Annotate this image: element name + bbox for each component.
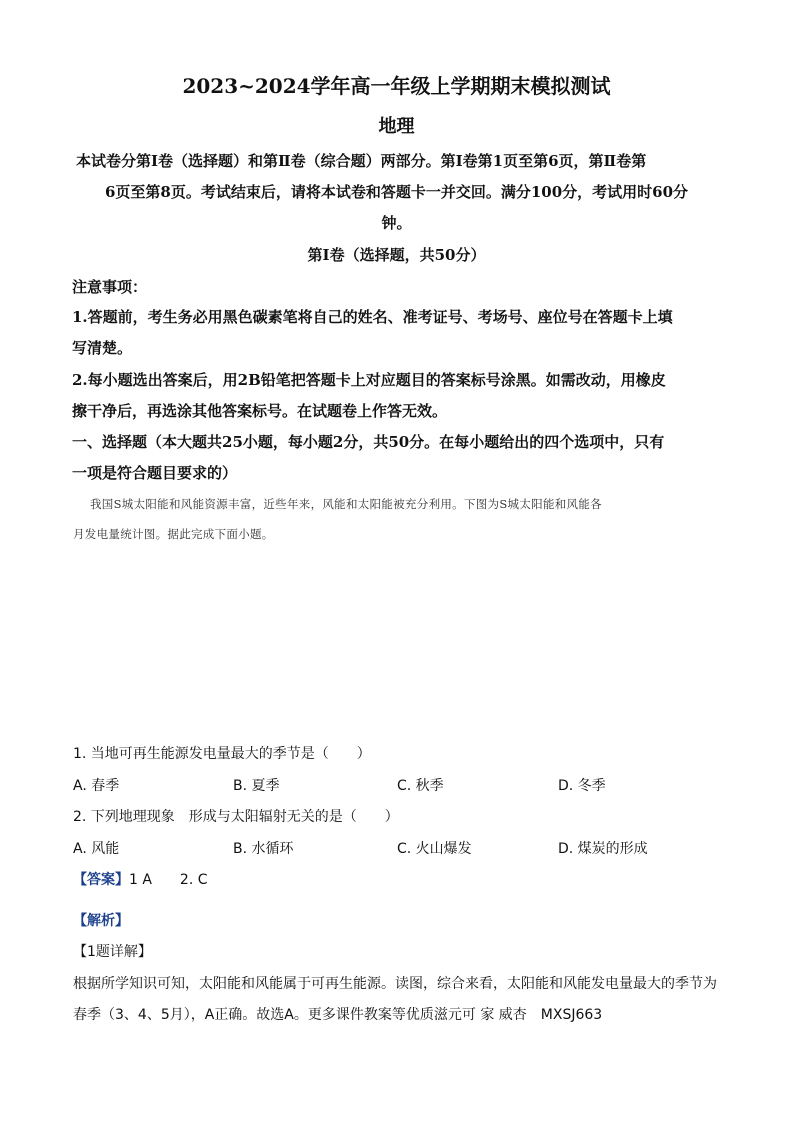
material-line-2: 月发电量统计图。据此完成下面小题。	[73, 527, 274, 541]
notice-heading: 注意事项：	[72, 278, 148, 296]
question-1-option-c[interactable]: C. 秋季	[397, 778, 444, 794]
answer-tag: 【答案】	[73, 872, 129, 888]
notice-item-2-line-2: 擦干净后，再选涂其他答案标号。在试题卷上作答无效。	[72, 402, 448, 420]
notice-item-2-line-1: 2.每小题选出答案后，用2B铅笔把答题卡上对应题目的答案标号涂黑。如需改动，用橡皮	[72, 371, 666, 389]
material-line-1: 我国S城太阳能和风能资源丰富，近些年来，风能和太阳能被充分利用。下图为S城太阳能和风能各	[90, 497, 602, 511]
intro-line-1: 本试卷分第Ⅰ卷（选择题）和第Ⅱ卷（综合题）两部分。第Ⅰ卷第1页至第6页，第Ⅱ卷第	[76, 152, 647, 170]
question-1-option-b[interactable]: B. 夏季	[233, 778, 280, 794]
intro-line-3: 钟。	[381, 214, 412, 232]
analysis-heading: 【解析】	[73, 913, 129, 929]
part1-instruction-line-1: 一、选择题（本大题共25小题，每小题2分，共50分。在每小题给出的四个选项中，只有	[72, 433, 665, 451]
q1-detail-line-2: 春季（3、4、5月），A正确。故选A。更多课件教案等优质滋元可 家 威杏 MXSJ663	[73, 1007, 603, 1023]
section-title: 第Ⅰ卷（选择题，共50分）	[307, 246, 486, 264]
notice-item-1-line-1: 1.答题前，考生务必用黑色碳素笔将自己的姓名、准考证号、考场号、座位号在答题卡上填	[72, 308, 673, 326]
answer-line	[73, 869, 208, 889]
question-1-option-d[interactable]: D. 冬季	[558, 778, 606, 794]
question-2-option-b[interactable]: B. 水循环	[233, 841, 294, 857]
answer-text: 1 A 2. C	[129, 872, 208, 888]
question-1-option-a[interactable]: A. 春季	[73, 778, 120, 794]
chart-placeholder	[75, 555, 720, 735]
question-1-stem: 1. 当地可再生能源发电量最大的季节是（ ）	[73, 746, 371, 762]
question-2-option-c[interactable]: C. 火山爆发	[397, 841, 472, 857]
part1-instruction-line-2: 一项是符合题目要求的）	[72, 464, 238, 482]
subject-title: 地理	[378, 116, 415, 137]
q1-detail-line-1: 根据所学知识可知，太阳能和风能属于可再生能源。读图，综合来看，太阳能和风能发电量最大的季节为	[73, 976, 717, 992]
question-2-option-d[interactable]: D. 煤炭的形成	[558, 841, 648, 857]
exam-title: 2023~2024学年高一年级上学期期末模拟测试	[182, 74, 611, 98]
question-2-option-a[interactable]: A. 风能	[73, 841, 120, 857]
notice-item-1-line-2: 写清楚。	[72, 339, 133, 357]
q1-detail-heading: 【1题详解】	[73, 944, 152, 960]
intro-line-2: 6页至第8页。考试结束后，请将本试卷和答题卡一并交回。满分100分，考试用时60分	[104, 183, 689, 201]
question-2-stem: 2. 下列地理现象 形成与太阳辐射无关的是（ ）	[73, 809, 399, 825]
